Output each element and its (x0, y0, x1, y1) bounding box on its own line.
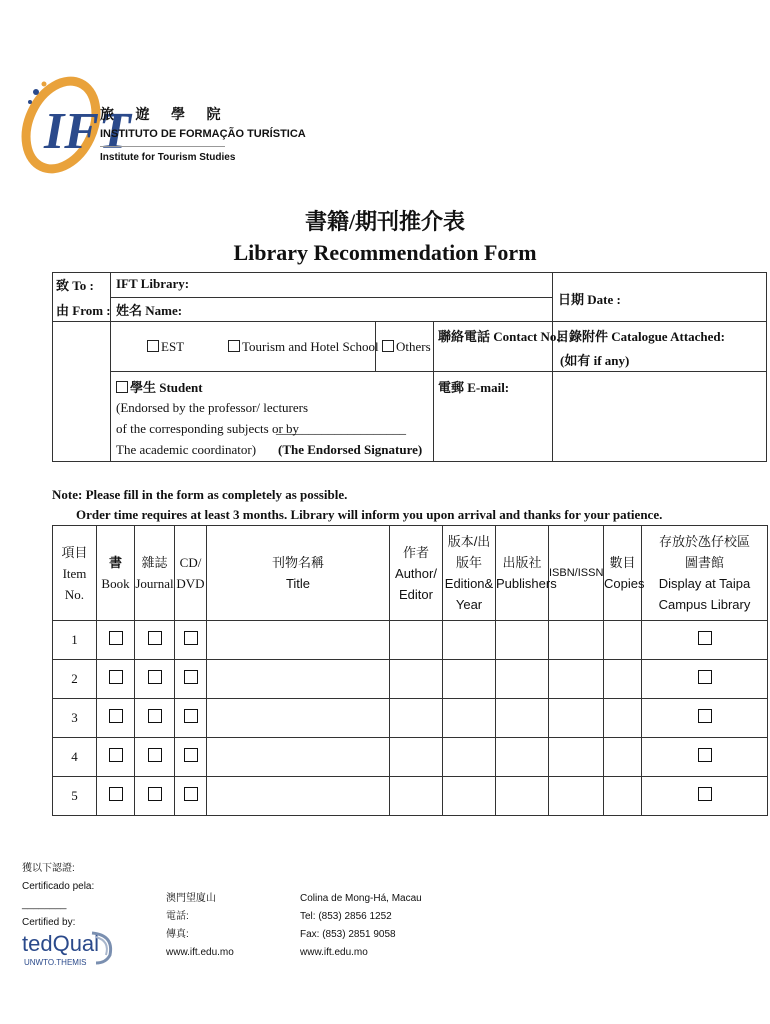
logo-name-pt: INSTITUTO DE FORMAÇÃO TURÍSTICA (100, 128, 306, 140)
unwto-text: UNWTO.THEMIS (24, 958, 87, 967)
book-checkbox[interactable] (109, 709, 123, 723)
cell-copies[interactable] (604, 660, 642, 699)
cell-display (642, 621, 768, 660)
cell-book (97, 738, 135, 777)
to-value: IFT Library: (116, 276, 190, 291)
logo-divider (100, 146, 225, 147)
recommendation-table (52, 525, 768, 816)
book-checkbox[interactable] (109, 748, 123, 762)
cell-display (642, 738, 768, 777)
catalogue-label: 目錄附件 Catalogue Attached: (556, 329, 725, 344)
cd-checkbox[interactable] (184, 787, 198, 801)
logo-name-en: Institute for Tourism Studies (100, 152, 236, 163)
cert-pt: Certificado pela: (22, 881, 95, 892)
email-label: 電郵 E-mail: (438, 380, 510, 395)
table-row (53, 777, 768, 816)
student-option[interactable]: 學生 Student (116, 377, 203, 396)
cell-edition[interactable] (443, 660, 496, 699)
svg-text:IFT: IFT (44, 103, 131, 160)
est-option[interactable]: EST (147, 339, 184, 355)
journal-checkbox[interactable] (148, 748, 162, 762)
ths-checkbox[interactable] (228, 340, 240, 352)
cell-cd (175, 660, 207, 699)
col-author: 作者 Author/ Editor (390, 526, 443, 621)
display-checkbox[interactable] (698, 748, 712, 762)
cell-edition[interactable] (443, 738, 496, 777)
from-label: 由 From : (56, 303, 111, 318)
cell-journal (135, 777, 175, 816)
contact-label: 聯絡電話 Contact No.: (438, 329, 565, 344)
cell-author[interactable] (390, 738, 443, 777)
col-publisher: 出版社 Publishers (496, 526, 549, 621)
display-checkbox[interactable] (698, 631, 712, 645)
col-item: 項目 Item No. (53, 526, 97, 621)
cell-display (642, 660, 768, 699)
table-row (53, 699, 768, 738)
table-row (53, 621, 768, 660)
cell-cd (175, 621, 207, 660)
col-edition: 版本/出 版年 Edition& Year (443, 526, 496, 621)
tedqual-text: tedQual (22, 931, 100, 956)
col-copies: 數目 Copies (604, 526, 642, 621)
cell-book (97, 699, 135, 738)
to-label: 致 To : (56, 278, 94, 293)
cell-title[interactable] (207, 699, 390, 738)
endorse-line-1: (Endorsed by the professor/ lecturers (116, 400, 309, 415)
others-option[interactable]: Others (382, 339, 431, 355)
contact-en-block (300, 890, 422, 962)
cell-author[interactable] (390, 621, 443, 660)
date-label: 日期 Date : (558, 292, 621, 307)
cell-book (97, 777, 135, 816)
cert-cn: 獲以下認證: (22, 863, 75, 874)
cell-title[interactable] (207, 777, 390, 816)
tel: Tel: (853) 2856 1252 (300, 911, 392, 922)
website-cn[interactable]: www.ift.edu.mo (166, 947, 234, 958)
cell-publisher[interactable] (496, 699, 549, 738)
cell-author[interactable] (390, 777, 443, 816)
cell-isbn[interactable] (549, 621, 604, 660)
cell-journal (135, 660, 175, 699)
cell-isbn[interactable] (549, 738, 604, 777)
cell-edition[interactable] (443, 621, 496, 660)
est-checkbox[interactable] (147, 340, 159, 352)
book-checkbox[interactable] (109, 787, 123, 801)
cell-book (97, 621, 135, 660)
cell-display (642, 777, 768, 816)
cell-isbn[interactable] (549, 660, 604, 699)
cell-display (642, 699, 768, 738)
book-checkbox[interactable] (109, 670, 123, 684)
cert-line: ________ (22, 899, 67, 910)
cell-num: 5 (53, 777, 97, 816)
fax: Fax: (853) 2851 9058 (300, 929, 396, 940)
fax-cn: 傳真: (166, 929, 189, 940)
cell-cd (175, 738, 207, 777)
endorsed-signature-label: (The Endorsed Signature) (278, 442, 423, 457)
certification-block (22, 860, 94, 932)
col-book: 書 Book (97, 526, 135, 621)
cell-publisher[interactable] (496, 621, 549, 660)
book-checkbox[interactable] (109, 631, 123, 645)
signature-line: ____________________ (276, 421, 406, 436)
ths-option[interactable]: Tourism and Hotel School (228, 339, 379, 355)
address-pt: Colina de Mong-Há, Macau (300, 893, 422, 904)
endorse-line-2: of the corresponding subjects or by (116, 421, 300, 436)
cell-num: 4 (53, 738, 97, 777)
cell-journal (135, 738, 175, 777)
cd-checkbox[interactable] (184, 631, 198, 645)
cell-edition[interactable] (443, 699, 496, 738)
cell-publisher[interactable] (496, 660, 549, 699)
tedqual-logo-icon (22, 925, 117, 970)
cell-cd (175, 699, 207, 738)
cell-publisher[interactable] (496, 777, 549, 816)
cell-copies[interactable] (604, 738, 642, 777)
contact-cn-block (166, 890, 234, 962)
table-row (53, 660, 768, 699)
endorse-line-3: The academic coordinator) (116, 442, 257, 457)
student-checkbox[interactable] (116, 381, 128, 393)
cell-copies[interactable] (604, 699, 642, 738)
name-label: 姓名 Name: (116, 303, 183, 318)
tel-cn: 電話: (166, 911, 189, 922)
cell-copies[interactable] (604, 777, 642, 816)
cell-num: 2 (53, 660, 97, 699)
display-checkbox[interactable] (698, 670, 712, 684)
col-journal: 雜誌 Journal (135, 526, 175, 621)
logo-name-cn: 旅 遊 學 院 (100, 108, 230, 123)
cell-author[interactable] (390, 699, 443, 738)
cell-num: 1 (53, 621, 97, 660)
cell-title[interactable] (207, 660, 390, 699)
display-checkbox[interactable] (698, 787, 712, 801)
col-title: 刊物名稱 Title (207, 526, 390, 621)
cell-edition[interactable] (443, 777, 496, 816)
col-isbn: ISBN/ISSN (549, 526, 604, 621)
form-title-en: Library Recommendation Form (233, 240, 537, 265)
col-display-taipa: 存放於氹仔校區 圖書館 Display at Taipa Campus Library (642, 526, 768, 621)
form-title-cn: 書籍/期刊推介表 (304, 209, 466, 234)
journal-checkbox[interactable] (148, 670, 162, 684)
cell-num: 3 (53, 699, 97, 738)
cell-title[interactable] (207, 621, 390, 660)
table-row (53, 738, 768, 777)
cd-checkbox[interactable] (184, 670, 198, 684)
cd-checkbox[interactable] (184, 748, 198, 762)
address-cn: 澳門望廈山 (166, 893, 216, 904)
display-checkbox[interactable] (698, 709, 712, 723)
cell-isbn[interactable] (549, 777, 604, 816)
website[interactable]: www.ift.edu.mo (300, 947, 368, 958)
catalogue-sub: (如有 if any) (560, 353, 630, 368)
cell-publisher[interactable] (496, 738, 549, 777)
col-cd-dvd: CD/ DVD (175, 526, 207, 621)
cell-journal (135, 699, 175, 738)
cell-author[interactable] (390, 660, 443, 699)
cell-copies[interactable] (604, 621, 642, 660)
note-line-1: Note: Please fill in the form as completely as possible. (52, 487, 348, 502)
journal-checkbox[interactable] (148, 787, 162, 801)
cell-journal (135, 621, 175, 660)
others-checkbox[interactable] (382, 340, 394, 352)
cert-en: Certified by: (22, 917, 76, 928)
cell-title[interactable] (207, 738, 390, 777)
journal-checkbox[interactable] (148, 709, 162, 723)
note-line-2: Order time requires at least 3 months. Library will inform you upon arrival and thanks for your patience. (76, 507, 663, 522)
cell-cd (175, 777, 207, 816)
table-header-row (53, 526, 768, 621)
cd-checkbox[interactable] (184, 709, 198, 723)
journal-checkbox[interactable] (148, 631, 162, 645)
cell-isbn[interactable] (549, 699, 604, 738)
cell-book (97, 660, 135, 699)
